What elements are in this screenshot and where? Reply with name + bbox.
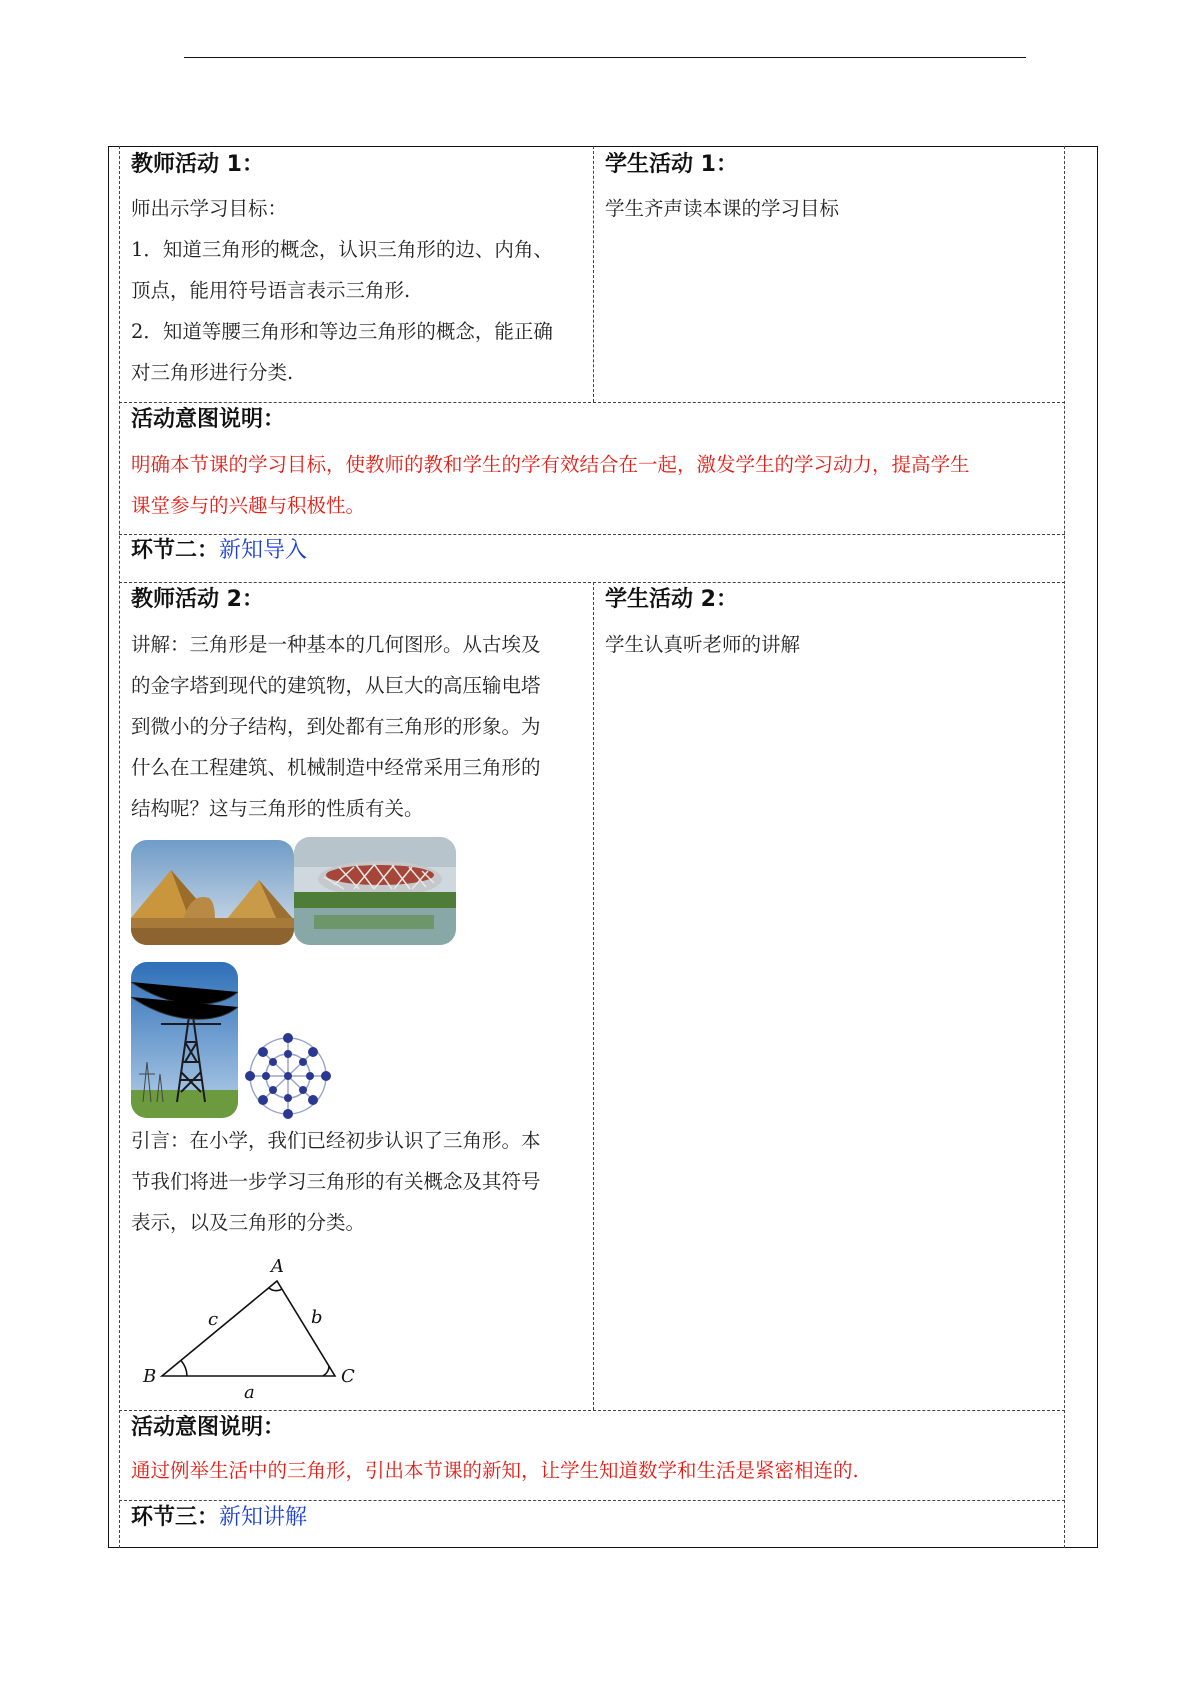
intent-1-text xyxy=(131,444,1061,526)
text-line: 引言：在小学，我们已经初步认识了三角形。本 xyxy=(131,1129,541,1152)
section-2-title: 新知导入 xyxy=(219,538,308,563)
row-divider xyxy=(119,1410,1065,1411)
angle-b-arc xyxy=(181,1361,187,1377)
text-line: 对三角形进行分类. xyxy=(131,361,294,384)
section-3-label: 环节三： xyxy=(131,1505,220,1530)
vertex-a-label: A xyxy=(271,1256,284,1277)
angle-a-arc xyxy=(269,1288,282,1291)
text-line: 2．知道等腰三角形和等边三角形的概念，能正确 xyxy=(131,320,553,343)
section-3-heading xyxy=(131,1503,307,1533)
section-3-title: 新知讲解 xyxy=(219,1505,308,1530)
row-divider xyxy=(119,1500,1065,1501)
vertex-b-label: B xyxy=(143,1366,157,1387)
side-b-label: b xyxy=(311,1307,323,1328)
text-line: 明确本节课的学习目标，使教师的教和学生的学有效结合在一起，激发学生的学习动力，提高学生 xyxy=(131,453,970,476)
row-divider xyxy=(119,582,1065,583)
text-line: 1．知道三角形的概念，认识三角形的边、内角、 xyxy=(131,238,553,261)
row-divider xyxy=(119,534,1065,535)
header-rule xyxy=(184,57,1026,58)
power-tower-photo xyxy=(131,962,238,1118)
text-line: 表示，以及三角形的分类。 xyxy=(131,1211,366,1234)
birds-nest-stadium-photo xyxy=(294,837,456,945)
text-line: 师出示学习目标： xyxy=(131,197,288,220)
vertex-c-label: C xyxy=(341,1366,355,1387)
intent-2-heading: 活动意图说明： xyxy=(131,1415,286,1440)
molecule-model-image xyxy=(243,1032,333,1120)
column-divider xyxy=(593,582,594,1410)
teacher-activity-2-heading: 教师活动 2： xyxy=(131,587,264,612)
text-line: 课堂参与的兴趣与积极性。 xyxy=(131,494,366,517)
row-divider xyxy=(119,402,1065,403)
intent-1-heading: 活动意图说明： xyxy=(131,407,286,432)
teacher-activity-2-explain xyxy=(131,624,591,829)
student-activity-2-heading: 学生活动 2： xyxy=(605,587,738,612)
pyramids-sphinx-photo xyxy=(131,840,294,945)
text-line: 顶点，能用符号语言表示三角形. xyxy=(131,279,411,302)
text-line: 结构呢？这与三角形的性质有关。 xyxy=(131,797,424,820)
triangle-shape xyxy=(162,1281,335,1376)
triangle-abc-diagram xyxy=(135,1252,375,1402)
side-c-label: c xyxy=(208,1309,219,1330)
section-2-label: 环节二： xyxy=(131,538,220,563)
column-divider xyxy=(593,146,594,402)
text-line: 到微小的分子结构，到处都有三角形的形象。为 xyxy=(131,715,541,738)
section-2-heading xyxy=(131,536,307,566)
intent-2-text: 通过例举生活中的三角形，引出本节课的新知，让学生知道数学和生活是紧密相连的. xyxy=(131,1459,859,1482)
student-activity-1-heading: 学生活动 1： xyxy=(605,152,738,177)
text-line: 什么在工程建筑、机械制造中经常采用三角形的 xyxy=(131,756,541,779)
teacher-activity-2-intro xyxy=(131,1120,591,1243)
teacher-activity-1-heading: 教师活动 1： xyxy=(131,152,264,177)
angle-c-arc xyxy=(323,1366,329,1376)
text-line: 节我们将进一步学习三角形的有关概念及其符号 xyxy=(131,1170,541,1193)
student-activity-1-text: 学生齐声读本课的学习目标 xyxy=(605,197,840,220)
text-line: 的金字塔到现代的建筑物，从巨大的高压输电塔 xyxy=(131,674,541,697)
side-a-label: a xyxy=(244,1382,255,1402)
text-line: 讲解：三角形是一种基本的几何图形。从古埃及 xyxy=(131,633,541,656)
student-activity-2-text: 学生认真听老师的讲解 xyxy=(605,633,801,656)
teacher-activity-1-text xyxy=(131,188,591,393)
